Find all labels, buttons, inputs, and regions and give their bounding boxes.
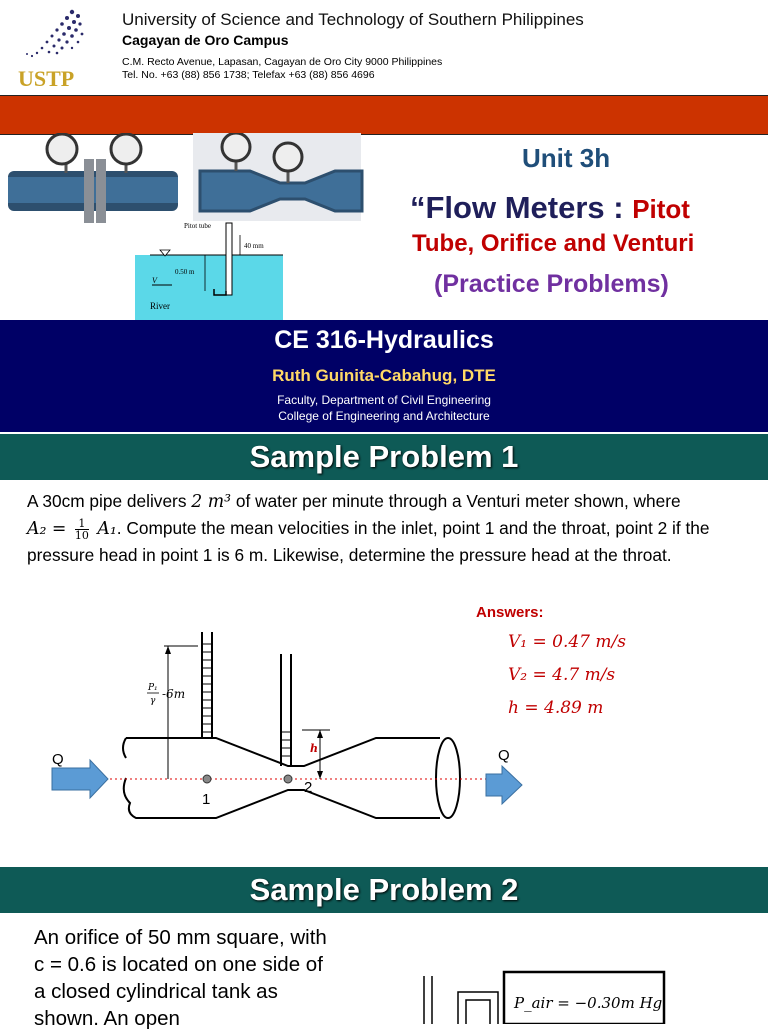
venturi-top-wall bbox=[126, 738, 440, 766]
point-2-label: 2 bbox=[304, 779, 313, 796]
title-line-2: Tube, Orifice and Venturi bbox=[412, 230, 695, 257]
pitot-dimension-top: 40 mm bbox=[244, 242, 264, 250]
head-fraction-numerator: P₁ bbox=[148, 683, 158, 693]
fraction-numerator: 1 bbox=[75, 518, 89, 530]
problem-1-text-b: of water per minute through a Venturi meter shown, where bbox=[231, 491, 681, 511]
area-ratio-lhs: A₂ = bbox=[27, 519, 72, 539]
problem-2-statement: An orifice of 50 mm square, with c = 0.6 is located on one side of a closed cylindrical tank as shown. An open bbox=[34, 926, 327, 1030]
answer-h: h = 4.89 m bbox=[508, 698, 604, 718]
answer-v2: V₂ = 4.7 m/s bbox=[508, 665, 616, 685]
pitot-dimension-depth: 0.50 m bbox=[175, 268, 195, 276]
head-fraction-denominator: γ bbox=[150, 696, 156, 706]
flow-meter-illustrations bbox=[0, 133, 370, 321]
pitot-tube-diagram bbox=[135, 222, 283, 321]
author-name: Ruth Guinita-Cabahug, DTE bbox=[272, 366, 496, 385]
area-ratio-fraction bbox=[75, 518, 89, 541]
logo-wordmark: USTP bbox=[18, 66, 75, 91]
area-ratio-rhs: A₁ bbox=[91, 519, 117, 539]
river-label: River bbox=[150, 301, 170, 311]
unit-label: Unit 3h bbox=[522, 143, 611, 173]
pitot-tube-label: Pitot tube bbox=[184, 222, 212, 230]
flow-in-label: Q bbox=[52, 751, 64, 768]
point-2-marker bbox=[284, 775, 292, 783]
title-line-1 bbox=[410, 190, 690, 226]
college-line: College of Engineering and Architecture bbox=[278, 409, 490, 423]
venturi-bottom-wall bbox=[124, 778, 440, 818]
problem-1-statement bbox=[27, 488, 757, 568]
point-1-label: 1 bbox=[202, 791, 211, 808]
h-label: h bbox=[310, 742, 318, 755]
problem-1-text-c: . Compute the mean velocities in the inlet, point 1 and the throat, point 2 if the pressure head in point 1 is 6 m. Likewise, determine the pressure head at the throat. bbox=[27, 518, 710, 565]
pressure-head-label: -6m bbox=[162, 687, 186, 701]
venturi-meter-image bbox=[193, 133, 362, 221]
title-main: “Flow Meters : bbox=[410, 190, 633, 225]
venturi-diagram bbox=[40, 628, 540, 838]
red-divider-bar bbox=[0, 95, 768, 135]
answer-v1: V₁ = 0.47 m/s bbox=[508, 632, 626, 652]
university-name: University of Science and Technology of Southern Philippines bbox=[122, 10, 584, 29]
fraction-denominator: 10 bbox=[74, 528, 89, 542]
title-pitot: Pitot bbox=[632, 194, 690, 224]
campus-name: Cagayan de Oro Campus bbox=[122, 32, 289, 48]
faculty-line: Faculty, Department of Civil Engineering bbox=[277, 393, 491, 407]
course-code: CE 316-Hydraulics bbox=[274, 326, 494, 354]
answers-label: Answers: bbox=[476, 604, 544, 621]
river-velocity-label: V bbox=[152, 276, 157, 285]
address-line: C.M. Recto Avenue, Lapasan, Cagayan de Oro City 9000 Philippines bbox=[122, 56, 443, 68]
title-subtitle: (Practice Problems) bbox=[434, 270, 669, 298]
orifice-tank-diagram bbox=[418, 970, 678, 1024]
orifice-meter-image bbox=[8, 134, 178, 223]
problem-1-text-a: A 30cm pipe delivers bbox=[27, 491, 192, 511]
air-pressure-label: P_air = −0.30m Hg bbox=[514, 994, 663, 1012]
point-1-marker bbox=[203, 775, 211, 783]
flow-out-label: Q bbox=[498, 747, 510, 764]
ustp-logo bbox=[12, 6, 102, 92]
sample-problem-1-heading: Sample Problem 1 bbox=[0, 434, 768, 480]
phone-line: Tel. No. +63 (88) 856 1738; Telefax +63 (88) 856 4696 bbox=[122, 69, 375, 81]
sample-problem-2-heading: Sample Problem 2 bbox=[0, 867, 768, 913]
flow-out-arrow bbox=[486, 766, 522, 804]
problem-1-flow-value: 2 m³ bbox=[191, 492, 232, 512]
